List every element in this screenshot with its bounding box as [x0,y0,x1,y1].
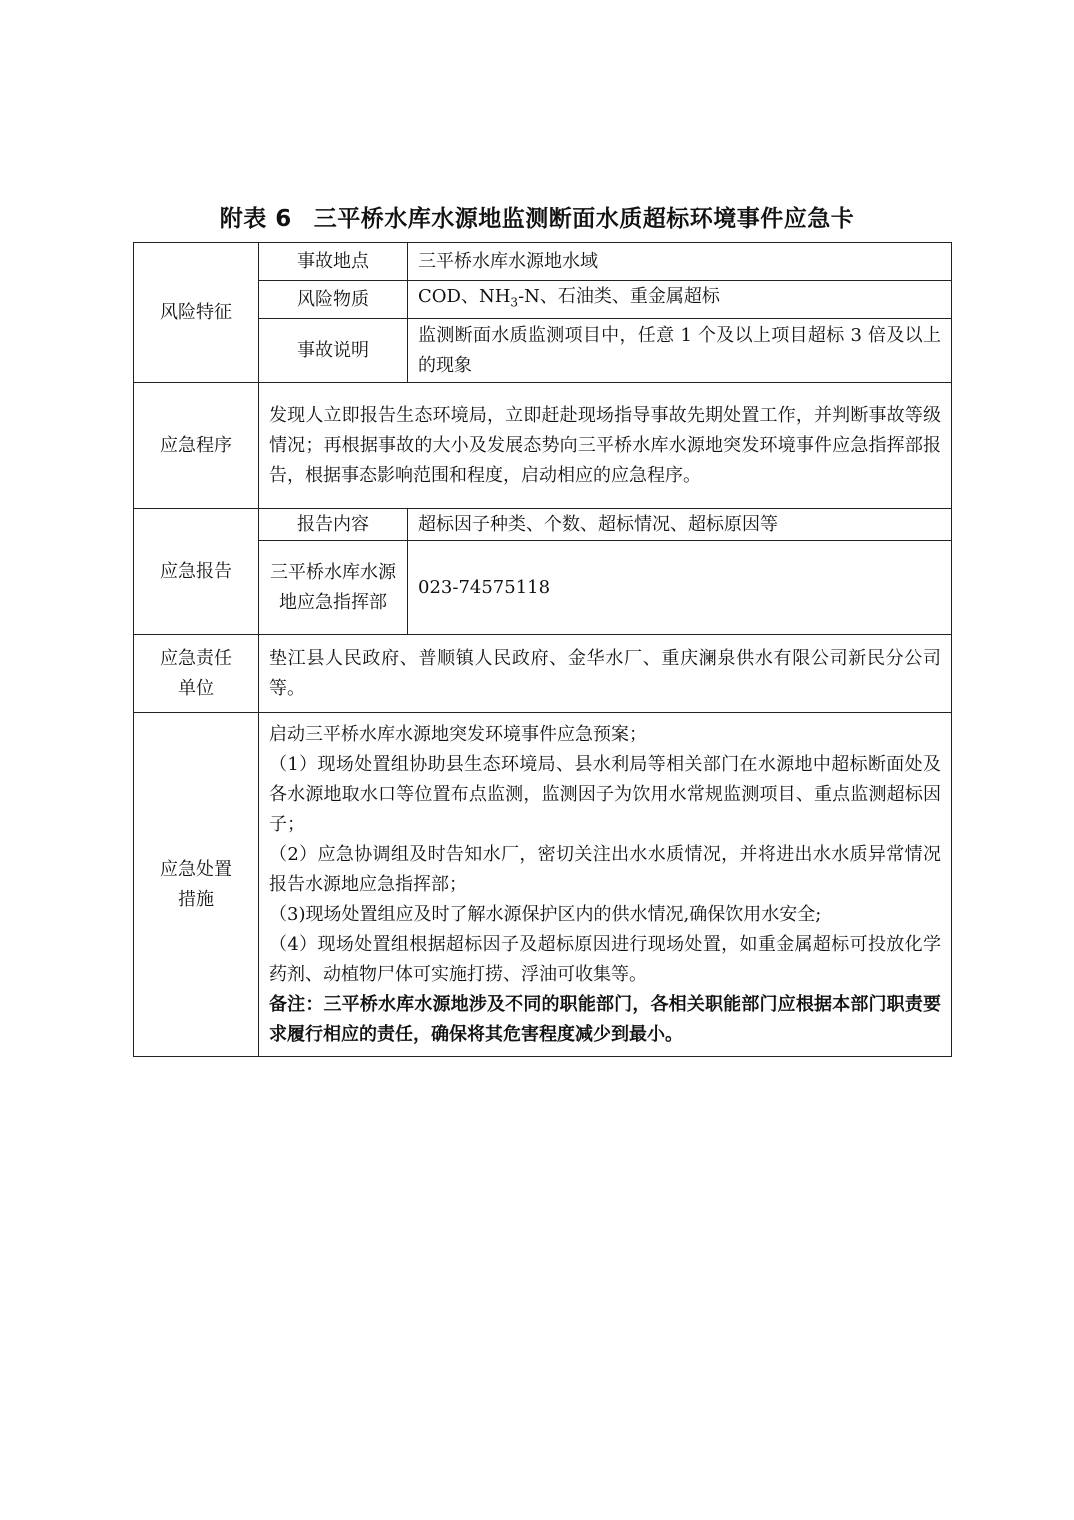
units-label-line1: 应急责任 [160,647,232,669]
table-row [134,243,952,281]
title-text: 三平桥水库水源地监测断面水质超标环境事件应急卡 [313,206,855,232]
procedure-text: 发现人立即报告生态环境局，立即赶赴现场指导事故先期处置工作，并判断事故等级情况；再根据事故的大小及发展态势向三平桥水库水源地突发环境事件应急指挥部报告，根据事态影响范围和程度，启动相应的应急程序。 [259,383,952,509]
report-category-label: 应急报告 [134,509,259,635]
report-hq-label: 三平桥水库水源地应急指挥部 [259,541,408,635]
units-label-line2: 单位 [178,677,214,699]
report-content-value: 超标因子种类、个数、超标情况、超标原因等 [408,509,952,541]
measures-category-label [134,713,259,1057]
table-row [134,383,952,509]
measures-label-line2: 措施 [178,888,214,910]
location-label: 事故地点 [259,243,408,281]
desc-value: 监测断面水质监测项目中，任意 1 个及以上项目超标 3 倍及以上的现象 [408,319,952,383]
location-value: 三平桥水库水源地水域 [408,243,952,281]
desc-label: 事故说明 [259,319,408,383]
substance-subscript: 3 [510,295,519,310]
title-prefix: 附表 6 [219,206,292,232]
measures-label-line1: 应急处置 [160,858,232,880]
units-text: 垫江县人民政府、普顺镇人民政府、金华水厂、重庆澜泉供水有限公司新民分公司等。 [259,635,952,713]
measures-item-3: （3)现场处置组应及时了解水源保护区内的供水情况,确保饮用水安全; [269,903,822,925]
report-hq-phone: 023-74575118 [408,541,952,635]
measures-item-1: （1）现场处置组协助县生态环境局、县水利局等相关部门在水源地中超标断面处及各水源地取水口等位置布点监测，监测因子为饮用水常规监测项目、重点监测超标因子； [269,753,941,835]
procedure-category-label: 应急程序 [134,383,259,509]
report-content-label: 报告内容 [259,509,408,541]
table-row [134,509,952,541]
table-row [134,713,952,1057]
measures-text [259,713,952,1057]
measures-note: 备注：三平桥水库水源地涉及不同的职能部门，各相关职能部门应根据本部门职责要求履行相应的责任，确保将其危害程度减少到最小。 [269,993,941,1045]
measures-intro: 启动三平桥水库水源地突发环境事件应急预案； [269,723,647,745]
risk-category-label: 风险特征 [134,243,259,383]
substance-value [408,281,952,319]
emergency-card-table [133,242,952,1057]
page-title [0,200,1074,233]
substance-text-pre: COD、NH [418,285,511,307]
measures-item-4: （4）现场处置组根据超标因子及超标原因进行现场处置，如重金属超标可投放化学药剂、动植物尸体可实施打捞、浮油可收集等。 [269,933,941,985]
table-row [134,635,952,713]
substance-text-post: -N、石油类、重金属超标 [518,285,720,307]
measures-item-2: （2）应急协调组及时告知水厂，密切关注出水水质情况，并将进出水水质异常情况报告水源地应急指挥部； [269,843,941,895]
substance-label: 风险物质 [259,281,408,319]
units-category-label [134,635,259,713]
